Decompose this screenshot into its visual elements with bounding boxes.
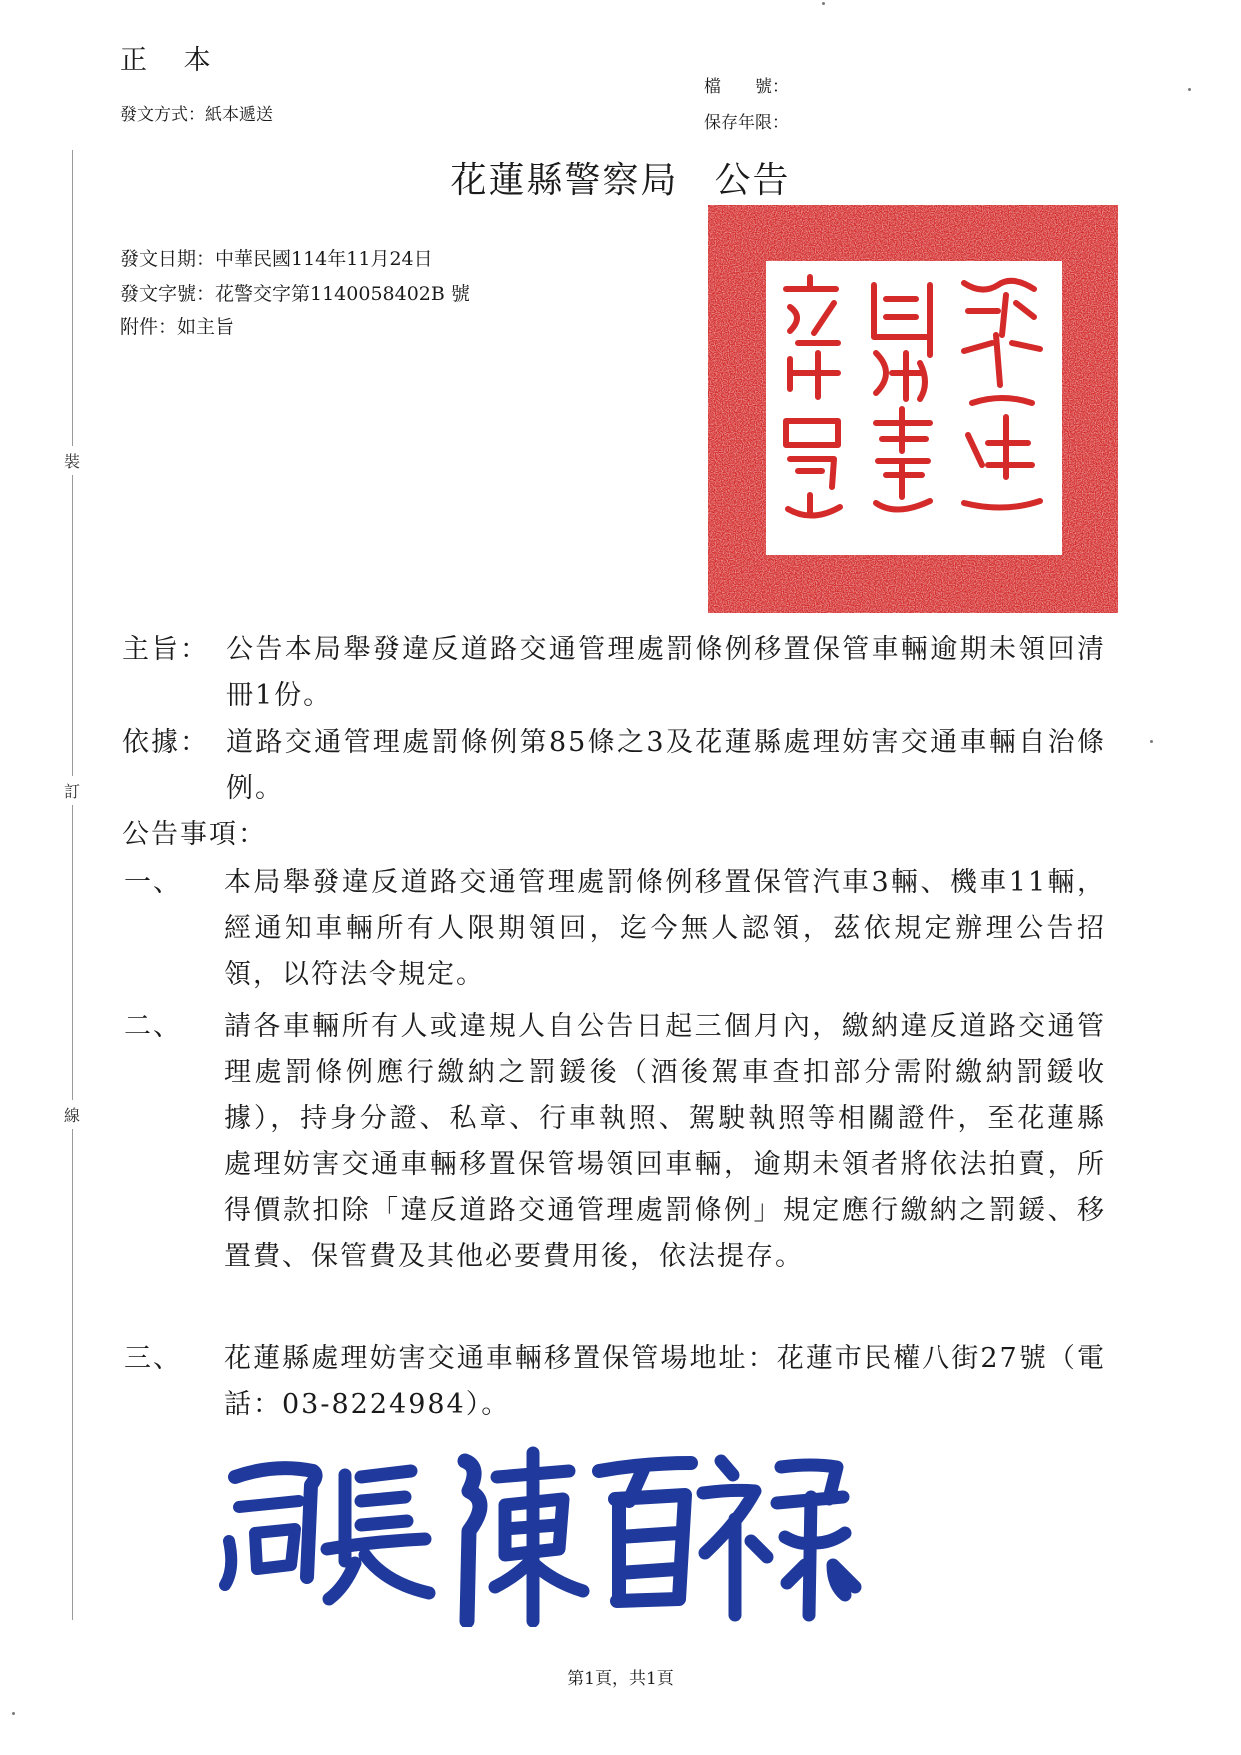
basis-paragraph xyxy=(122,720,1106,812)
basis-label: 依據： xyxy=(122,727,209,758)
binding-line xyxy=(72,150,73,1620)
agency-name: 花蓮縣警察局 xyxy=(450,160,679,201)
scan-speck xyxy=(1150,740,1153,743)
item-number: 一、 xyxy=(124,867,182,898)
document-type: 公告 xyxy=(714,160,791,201)
announcement-item-1 xyxy=(124,860,1106,998)
retention-period-field: 保存年限： xyxy=(704,113,789,133)
announcement-item-3 xyxy=(124,1336,1106,1428)
subject-paragraph xyxy=(122,627,1106,719)
scan-speck xyxy=(1188,88,1191,91)
director-signature xyxy=(215,1437,875,1627)
file-number-field: 檔 號： xyxy=(704,77,789,97)
reference-number: 發文字號：花警交字第1140058402B 號 xyxy=(120,283,470,305)
binding-char-ding: 訂 xyxy=(64,776,80,805)
official-seal xyxy=(706,203,1120,615)
basis-text: 道路交通管理處罰條例第85條之3及花蓮縣處理妨害交通車輛自治條例。 xyxy=(226,727,1106,804)
announcement-item-2 xyxy=(124,1004,1106,1280)
item-text: 本局舉發違反道路交通管理處罰條例移置保管汽車3輛、機車11輛，經通知車輛所有人限期領回，迄今無人認領，茲依規定辦理公告招領，以符法令規定。 xyxy=(224,867,1106,990)
attachment-line: 附件：如主旨 xyxy=(120,316,235,338)
copy-label: 正 本 xyxy=(120,45,225,76)
scan-speck xyxy=(12,1712,15,1715)
item-number: 二、 xyxy=(124,1011,182,1042)
binding-char-xian: 線 xyxy=(64,1100,80,1129)
item-text: 請各車輛所有人或違規人自公告日起三個月內，繳納違反道路交通管理處罰條例應行繳納之罰鍰後（酒後駕車查扣部分需附繳納罰鍰收據），持身分證、私章、行車執照、駕駛執照等相關證件，至花蓮縣處理妨害交通車輛移置保管場領回車輛，逾期未領者將依法拍賣，所得價款扣除「違反道路交通管理處罰條例」規定應行繳納之罰鍰、移置費、保管費及其他必要費用後，依法提存。 xyxy=(224,1011,1106,1272)
item-text: 花蓮縣處理妨害交通車輛移置保管場地址：花蓮市民權八街27號（電話：03-8224984）。 xyxy=(224,1343,1106,1420)
page-title xyxy=(0,152,1241,203)
page-number: 第1頁，共1頁 xyxy=(567,1669,674,1689)
subject-label: 主旨： xyxy=(122,634,209,665)
item-number: 三、 xyxy=(124,1343,182,1374)
binding-char-zhuang: 裝 xyxy=(64,446,80,475)
seal-ink xyxy=(708,205,1118,613)
send-method: 發文方式：紙本遞送 xyxy=(120,105,273,125)
scan-speck xyxy=(822,2,825,5)
subject-text: 公告本局舉發違反道路交通管理處罰條例移置保管車輛逾期未領回清冊1份。 xyxy=(226,634,1106,711)
issue-date: 發文日期：中華民國114年11月24日 xyxy=(120,248,433,270)
announcement-items-heading: 公告事項： xyxy=(122,819,267,850)
